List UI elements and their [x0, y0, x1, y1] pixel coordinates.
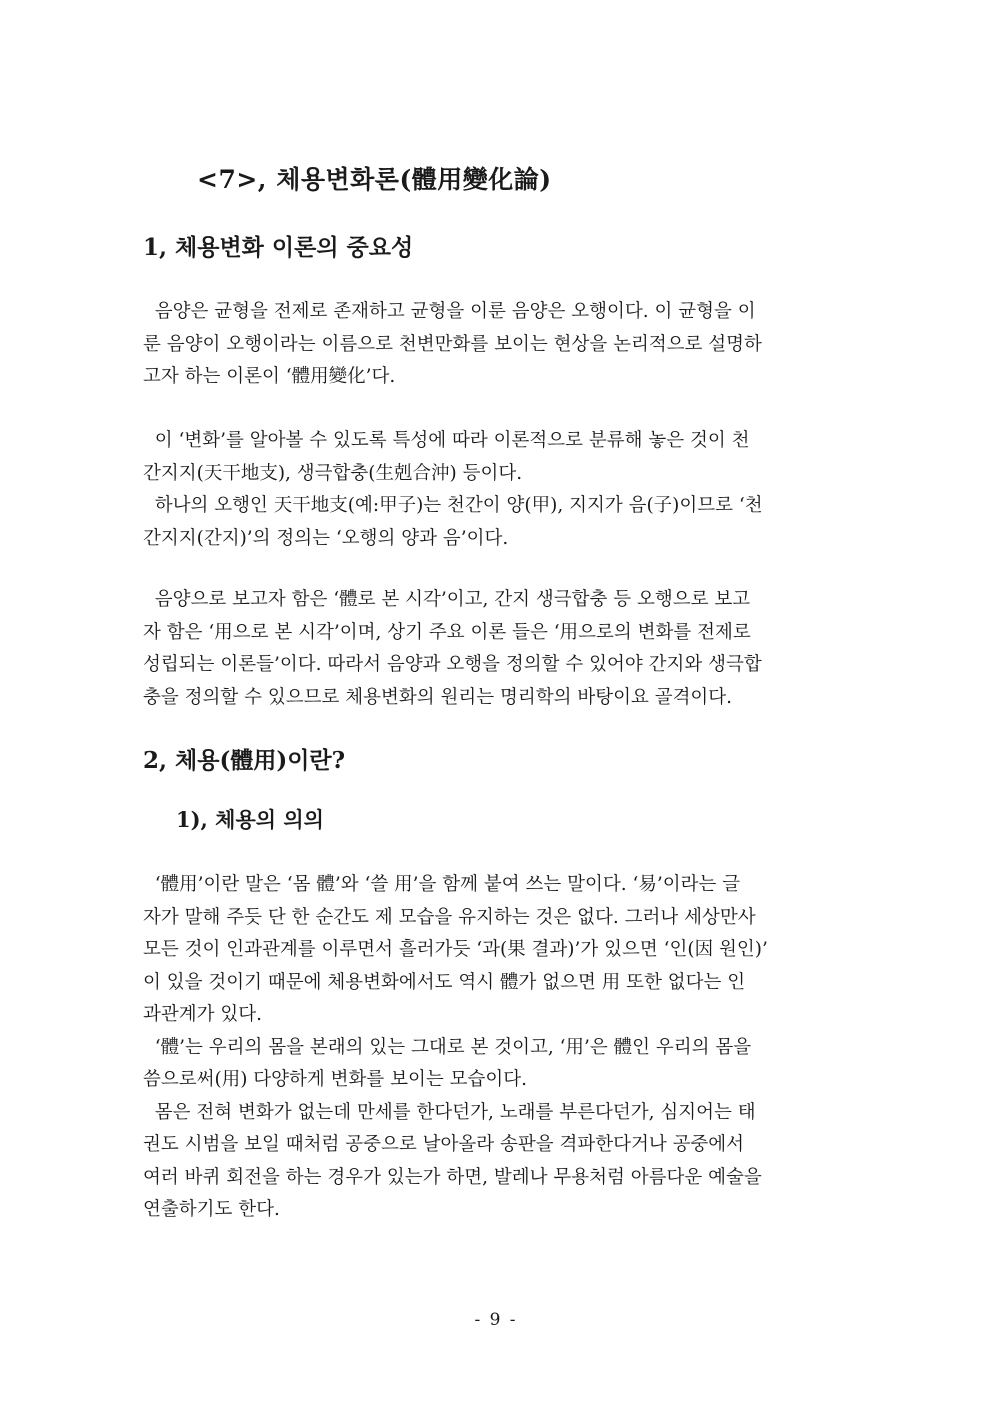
text-line: 충을 정의할 수 있으므로 체용변화의 원리는 명리학의 바탕이요 골격이다.	[143, 686, 733, 708]
page-number: - 9 -	[474, 1310, 518, 1330]
text-line: 간지지(天干地支), 생극합충(生剋合沖) 등이다.	[143, 462, 523, 484]
section-heading-2: 2, 체용(體用)이란?	[143, 747, 346, 774]
paragraph	[143, 584, 851, 714]
text-line: 연출하기도 한다.	[143, 1199, 280, 1220]
text-line: 씀으로써(用) 다양하게 변화를 보이는 모습이다.	[143, 1069, 528, 1090]
text-line: 하나의 오행인 天干地支(예:甲子)는 천간이 양(甲), 지지가 음(子)이므로 ‘천	[143, 495, 763, 516]
text-line: 몸은 전혀 변화가 없는데 만세를 한다던가, 노래를 부른다던가, 심지어는 태	[143, 1101, 756, 1123]
text-line: 성립되는 이론들’이다. 따라서 음양과 오행을 정의할 수 있어야 간지와 생극합	[143, 654, 762, 675]
text-line: ‘體用’이란 말은 ‘몸 體’와 ‘쓸 用’을 함께 붙여 쓰는 말이다. ‘易’이라는 글	[143, 874, 741, 895]
paragraph	[143, 425, 851, 555]
text-line: 여러 바퀴 회전을 하는 경우가 있는가 하면, 발레나 무용처럼 아름다운 예술을	[143, 1166, 762, 1188]
text-line: 음양으로 보고자 함은 ‘體로 본 시각’이고, 간지 생극합충 등 오행으로 보고	[143, 589, 751, 610]
text-line: 간지지(간지)’의 정의는 ‘오행의 양과 음’이다.	[143, 527, 509, 549]
text-line: 이 있을 것이기 때문에 체용변화에서도 역시 體가 없으면 用 또한 없다는 인	[143, 971, 746, 993]
text-line: ‘體’는 우리의 몸을 본래의 있는 그대로 본 것이고, ‘用’은 體인 우리의 몸을	[143, 1036, 752, 1058]
paragraph	[143, 296, 851, 394]
text-line: 자 함은 ‘用으로 본 시각’이며, 상기 주요 이론 들은 ‘用으로의 변화를 전제로	[143, 621, 751, 643]
text-line: 음양은 균형을 전제로 존재하고 균형을 이룬 음양은 오행이다. 이 균형을 이	[143, 301, 756, 322]
chapter-title: <7>, 체용변화론(體用變化論)	[197, 165, 552, 194]
paragraph	[143, 869, 851, 1227]
text-line: 고자 하는 이론이 ‘體用變化’다.	[143, 366, 396, 387]
sub-heading: 1), 체용의 의의	[176, 807, 324, 832]
text-line: 권도 시범을 보일 때처럼 공중으로 날아올라 송판을 격파한다거나 공중에서	[143, 1134, 745, 1155]
section-heading-1: 1, 체용변화 이론의 중요성	[143, 234, 414, 261]
text-line: 자가 말해 주듯 단 한 순간도 제 모습을 유지하는 것은 없다. 그러나 세상만사	[143, 906, 756, 928]
text-line: 이 ‘변화’를 알아볼 수 있도록 특성에 따라 이론적으로 분류해 놓은 것이 천	[143, 430, 750, 451]
text-line: 모든 것이 인과관계를 이루면서 흘러가듯 ‘과(果 결과)’가 있으면 ‘인(因 원인)’	[143, 939, 768, 960]
text-line: 룬 음양이 오행이라는 이름으로 천변만화를 보이는 현상을 논리적으로 설명하	[143, 333, 762, 355]
text-line: 과관계가 있다.	[143, 1004, 262, 1025]
